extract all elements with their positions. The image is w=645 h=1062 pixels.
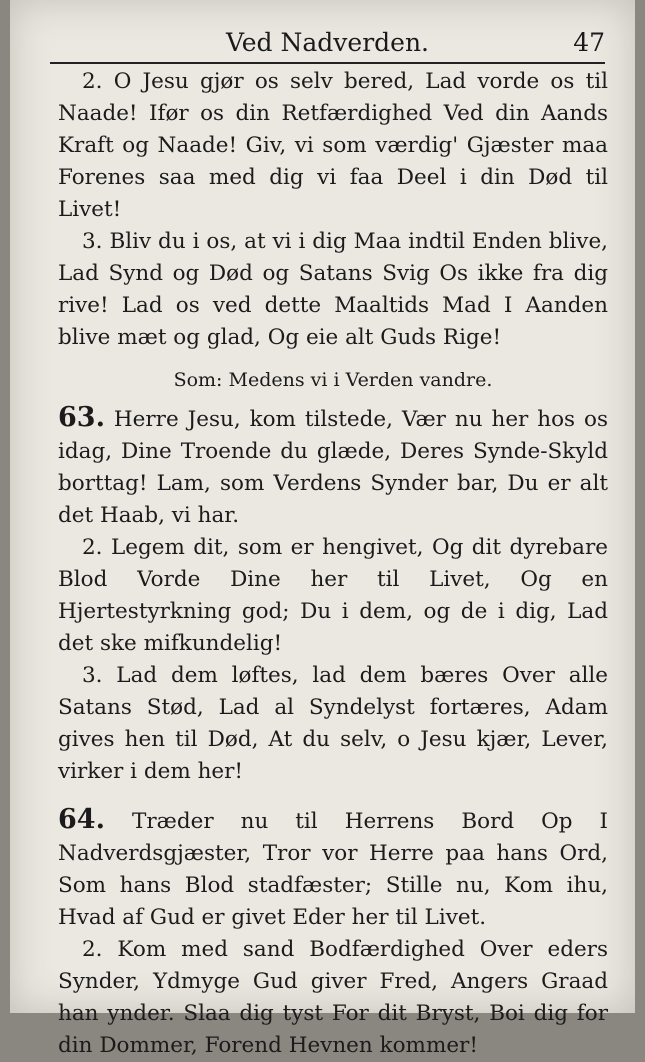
hymn-64-stanza-1 <box>58 804 608 934</box>
hymn-63-stanza-2: 2. Legem dit, som er hengivet, Og dit dyrebare Blod Vorde Dine her til Livet, Og en Hjertestyrkning god; Du i dem, og de i dig, Lad det ske mifkundelig! <box>58 535 608 656</box>
page-body <box>58 66 608 1062</box>
running-title: Ved Nadverden. <box>225 28 429 57</box>
hymn-64-stanza-1-text: Træder nu til Herrens Bord Op I Nadverdsgjæster, Tror vor Herre paa hans Ord, Som hans Blod stadfæster; Stille nu, Kom ihu, Hvad af Gud er givet Eder her til Livet. <box>58 809 608 930</box>
hymn-62-stanza-2: 2. O Jesu gjør os selv bered, Lad vorde os til Naade! Ifør os din Retfærdighed Ved din Aands Kraft og Naade! Giv, vi som værdig' Gjæster maa Forenes saa med dig vi faa Deel i din Død til Livet! <box>58 69 608 222</box>
hymn-63-number: 63. <box>58 402 105 433</box>
hymn-64-stanza-2: 2. Kom med sand Bodfærdighed Over eders Synder, Ydmyge Gud giver Fred, Angers Graad han ynder. Slaa dig tyst For dit Bryst, Boi dig for din Dommer, Forend Hevnen kommer! <box>58 937 608 1058</box>
page-header <box>50 26 605 64</box>
hymn-63-stanza-1-text: Herre Jesu, kom tilstede, Vær nu her hos os idag, Dine Troende du glæde, Deres Synde-Skyld borttag! Lam, som Verdens Synder bar, Du er alt det Haab, vi har. <box>58 407 608 528</box>
hymn-62-stanza-3: 3. Bliv du i os, at vi i dig Maa indtil Enden blive, Lad Synd og Død og Satans Svig Os ikke fra dig rive! Lad os ved dette Maaltids Mad I Aanden blive mæt og glad, Og eie alt Guds Rige! <box>58 229 608 350</box>
hymn-63-stanza-1 <box>58 402 608 532</box>
section-gap <box>58 788 608 804</box>
hymn-64-number: 64. <box>58 804 105 835</box>
hymn-63-stanza-3: 3. Lad dem løftes, lad dem bæres Over alle Satans Stød, Lad al Syndelyst fortæres, Adam gives hen til Død, At du selv, o Jesu kjær, Lever, virker i dem her! <box>58 663 608 784</box>
melody-line: Som: Medens vi i Verden vandre. <box>173 369 493 391</box>
book-page <box>10 0 635 1058</box>
page-number: 47 <box>573 28 605 57</box>
